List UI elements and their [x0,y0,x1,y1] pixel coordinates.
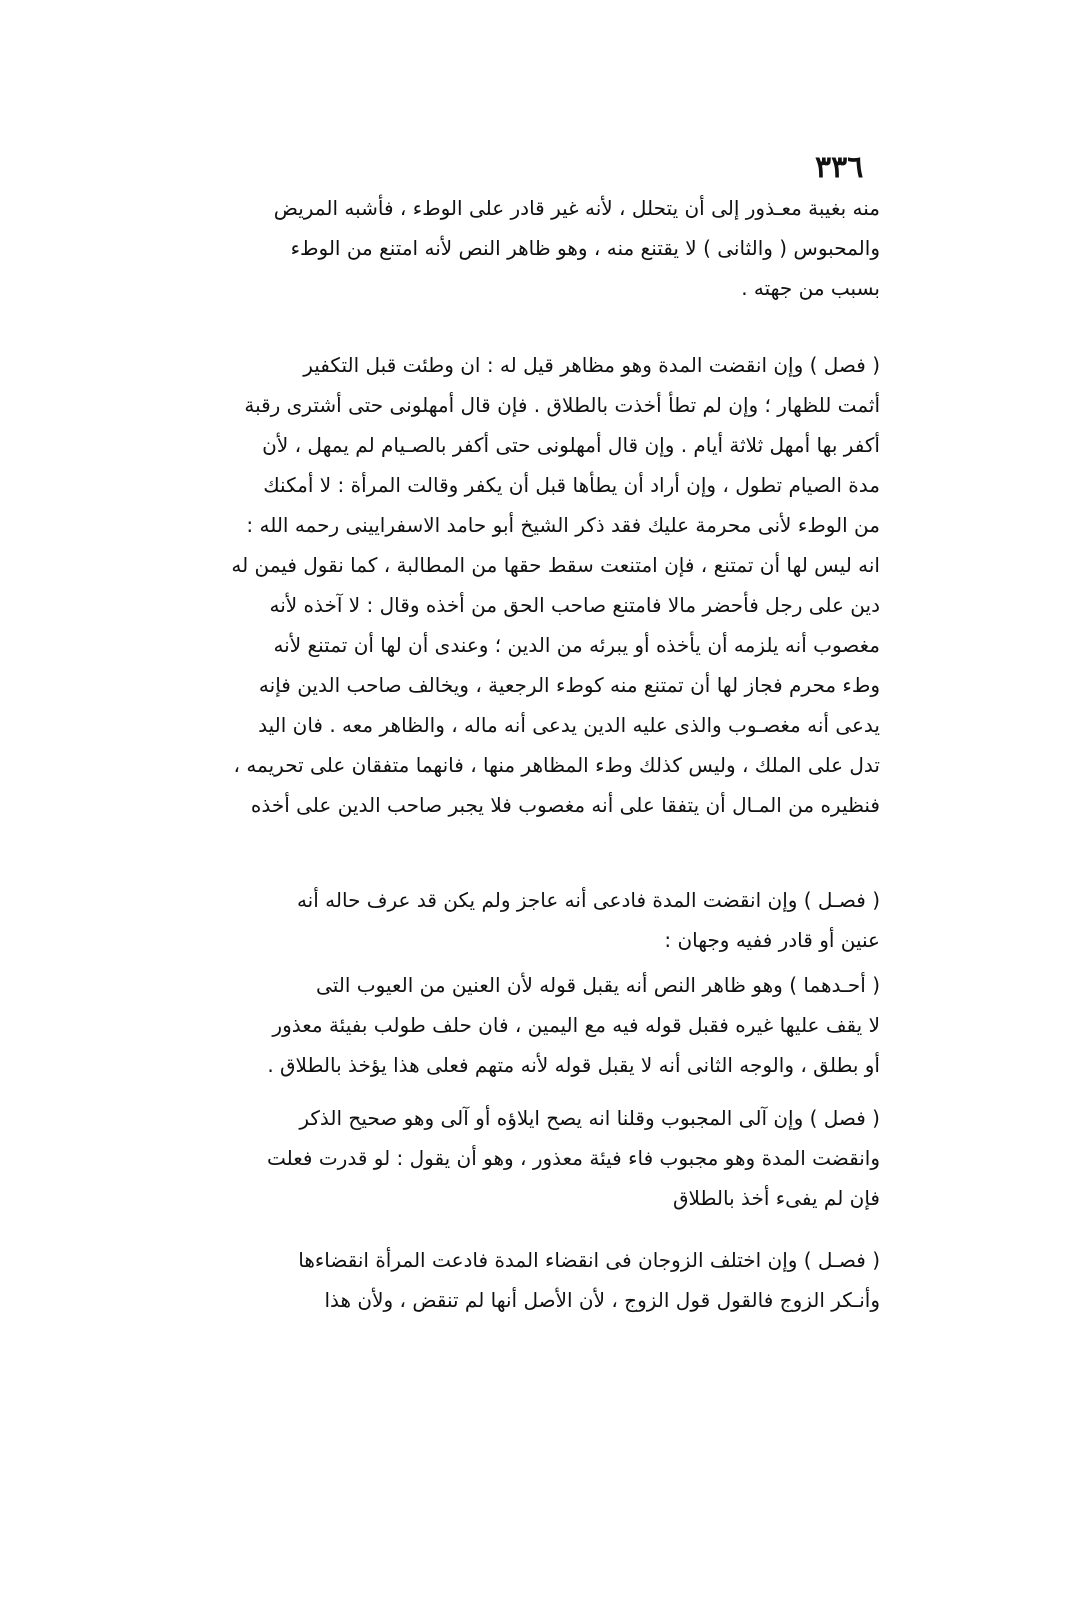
text-line: أثمت للظهار ؛ وإن لم تطأ أخذت بالطلاق . فإن قال أمهلونى حتى أشترى رقبة [244,393,880,417]
text-line: ( فصـل ) وإن اختلف الزوجان فى انقضاء المدة فادعت المرأة انقضاءها [298,1248,880,1272]
text-line: ( فصل ) وإن آلى المجبوب وقلنا انه يصح ايلاؤه أو آلى وهو صحيح الذكر [299,1106,880,1130]
text-line: وأنـكر الزوج فالقول قول الزوج ، لأن الأصل أنها لم تنقض ، ولأن هذا [324,1288,880,1312]
page-number: ٣٣٦ [815,150,864,185]
paragraph [160,1240,880,1320]
text-line: وطء محرم فجاز لها أن تمتنع منه كوطء الرجعية ، ويخالف صاحب الدين فإنه [258,673,880,697]
paragraph [160,880,880,960]
text-line: مدة الصيام تطول ، وإن أراد أن يطأها قبل أن يكفر وقالت المرأة : لا أمكنك [263,473,880,497]
text-line: مغصوب أنه يلزمه أن يأخذه أو يبرئه من الدين ؛ وعندى أن لها أن تمتنع لأنه [273,633,880,657]
text-line: ( فصـل ) وإن انقضت المدة فادعى أنه عاجز ولم يكن قد عرف حاله أنه [296,888,880,912]
text-line: أكفر بها أمهل ثلاثة أيام . وإن قال أمهلونى حتى أكفر بالصـيام لم يمهل ، لأن [262,433,880,457]
text-line: انه ليس لها أن تمتنع ، فإن امتنعت سقط حقها من المطالبة ، كما نقول فيمن له [231,553,880,577]
text-line: وانقضت المدة وهو مجبوب فاء فيئة معذور ، وهو أن يقول : لو قدرت فعلت [267,1146,880,1170]
text-line: ( فصل ) وإن انقضت المدة وهو مظاهر قيل له : ان وطئت قبل التكفير [303,353,880,377]
text-line: تدل على الملك ، وليس كذلك وطء المظاهر منها ، فانهما متفقان على تحريمه ، [233,753,880,777]
text-line: والمحبوس ( والثانى ) لا يقتنع منه ، وهو ظاهر النص لأنه امتنع من الوطء [290,236,880,260]
text-line: يدعى أنه مغصـوب والذى عليه الدين يدعى أنه ماله ، والظاهر معه . فان اليد [258,713,880,737]
text-line: دين على رجل فأحضر مالا فامتنع صاحب الحق من أخذه وقال : لا آخذه لأنه [269,593,880,617]
text-line: فإن لم يفىء أخذ بالطلاق [673,1186,880,1210]
text-line: لا يقف عليها غيره فقبل قوله فيه مع اليمين ، فان حلف طولب بفيئة معذور [272,1013,880,1037]
text-line: من الوطء لأنى محرمة عليك فقد ذكر الشيخ أبو حامد الاسفرايينى رحمه الله : [246,513,880,537]
paragraph [160,188,880,308]
text-line: فنظيره من المـال أن يتفقا على أنه مغصوب فلا يجبر صاحب الدين على أخذه [250,793,880,817]
text-line: ( أحـدهما ) وهو ظاهر النص أنه يقبل قوله لأن العنين من العيوب التى [316,973,880,997]
paragraph [160,965,880,1085]
paragraph [160,1098,880,1218]
text-line: منه بغيبة معـذور إلى أن يتحلل ، لأنه غير قادر على الوطء ، فأشبه المريض [273,196,880,220]
paragraph [160,345,880,825]
text-line: أو بطلق ، والوجه الثانى أنه لا يقبل قوله لأنه متهم فعلى هذا يؤخذ بالطلاق . [267,1053,880,1077]
text-line: عنين أو قادر ففيه وجهان : [664,928,880,952]
text-line: بسبب من جهته . [741,276,880,300]
